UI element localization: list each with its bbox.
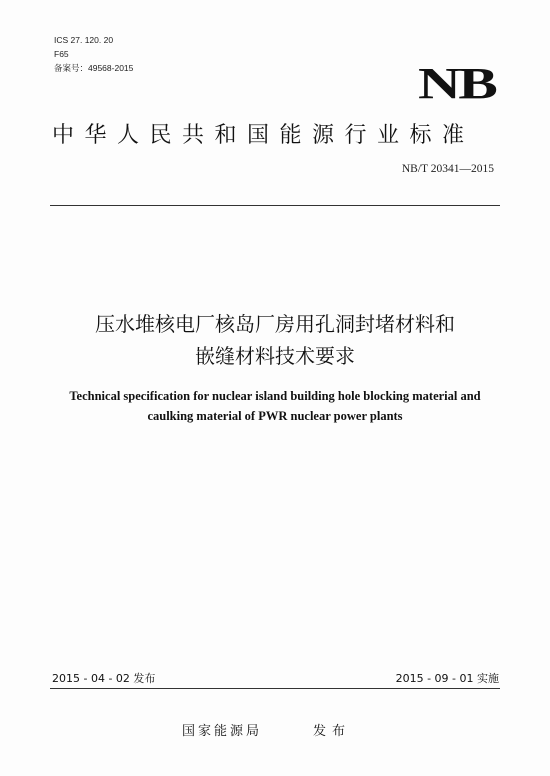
chinese-title-line-1: 压水堆核电厂核岛厂房用孔洞封堵材料和 xyxy=(95,312,455,336)
bottom-divider xyxy=(50,688,500,689)
english-title-line-1: Technical specification for nuclear island building hole blocking material and xyxy=(69,389,481,403)
issue-label: 发布 xyxy=(313,724,352,739)
standard-code: NB/T 20341—2015 xyxy=(401,163,494,175)
chinese-title-line-2: 嵌缝材料技术要求 xyxy=(195,344,355,368)
classification-block xyxy=(54,33,133,75)
record-number: 备案号：49568-2015 xyxy=(54,63,134,73)
ics-number: ICS 27. 120. 20 xyxy=(54,35,114,45)
chinese-title xyxy=(0,308,550,372)
standard-organization-title: 中华人民共和国能源行业标准 xyxy=(52,123,475,148)
nb-logo: NB xyxy=(417,59,495,108)
top-divider xyxy=(50,205,500,206)
implementation-date: 2015 - 09 - 01 实施 xyxy=(395,672,499,685)
ccs-number: F65 xyxy=(54,49,69,59)
english-title-line-2: caulking material of PWR nuclear power plants xyxy=(147,409,403,423)
english-title xyxy=(0,386,550,426)
publisher-name: 国家能源局 xyxy=(182,724,263,739)
issue-date: 2015 - 04 - 02 发布 xyxy=(52,672,156,685)
